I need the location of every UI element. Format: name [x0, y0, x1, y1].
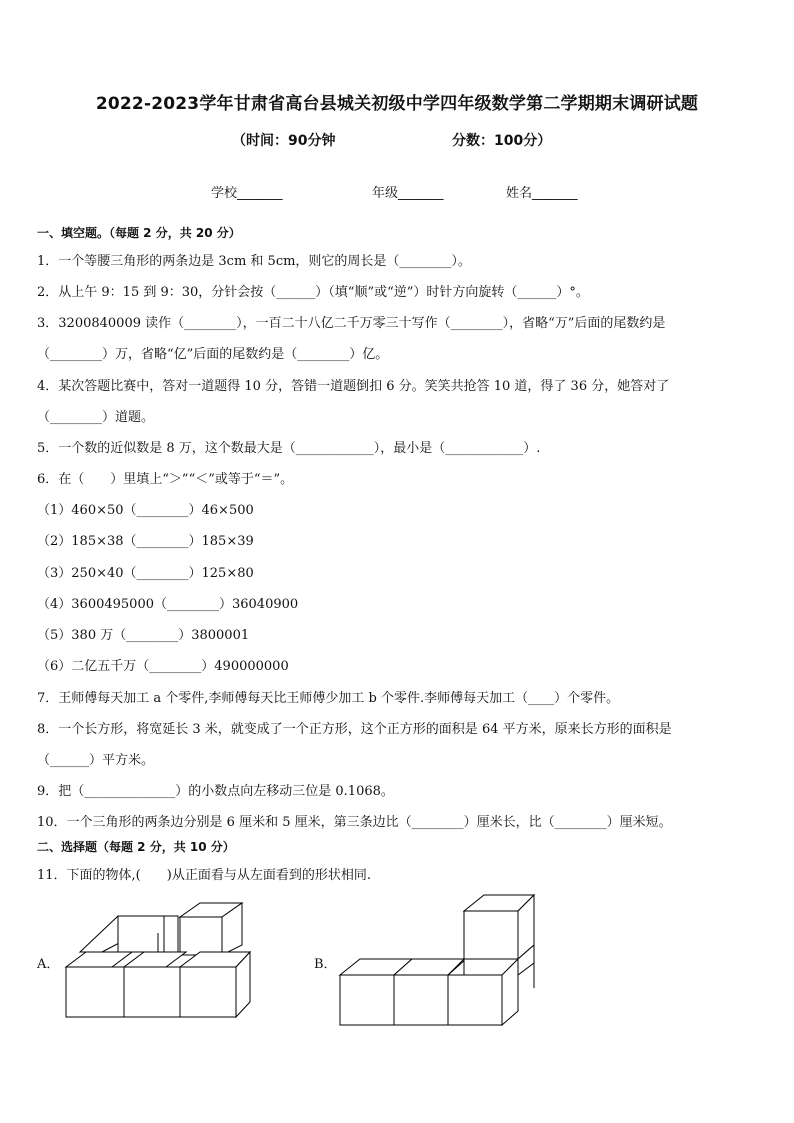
question-line: 4．某次答题比赛中，答对一道题得 10 分，答错一道题倒扣 6 分。笑笑共抢答 10 道，得了 36 分，她答对了 [37, 379, 670, 394]
question-line: 7．王师傅每天加工 a 个零件,李师傅每天比王师傅少加工 b 个零件.李师傅每天加工（____）个零件。 [37, 691, 620, 706]
question-line: 10．一个三角形的两条边分别是 6 厘米和 5 厘米，第三条边比（________）厘米长，比（________）厘米短。 [37, 815, 672, 830]
name-field: 姓名_______ [506, 186, 578, 201]
question-line: 8．一个长方形，将宽延长 3 米，就变成了一个正方形，这个正方形的面积是 64 平方米，原来长方形的面积是 [37, 722, 672, 737]
question-line: （________）道题。 [37, 410, 155, 425]
compare-item: （4）3600495000（________）36040900 [37, 597, 299, 612]
compare-item: （1）460×50（________）46×500 [37, 503, 254, 518]
question-line: 2．从上午 9：15 到 9：30，分针会按（______）（填“顺”或“逆”）时针方向旋转（______）°。 [37, 285, 589, 300]
school-field: 学校_______ [211, 186, 283, 201]
section-heading-fill-blank: 一、填空题。（每题 2 分，共 20 分） [37, 226, 241, 240]
cube-figure-b [338, 893, 542, 1028]
section-heading-choice: 二、选择题（每题 2 分，共 10 分） [37, 840, 235, 854]
exam-score: 分数：100分） [452, 133, 552, 149]
compare-item: （6）二亿五千万（________）490000000 [37, 659, 289, 674]
question-line: （______）平方米。 [37, 753, 155, 768]
question-line: 6．在（ ）里填上“＞”“＜”或等于“＝”。 [37, 472, 294, 487]
compare-item: （5）380 万（________）3800001 [37, 628, 250, 643]
question-line: 9．把（______________）的小数点向左移动三位是 0.1068。 [37, 784, 394, 799]
question-line: 5．一个数的近似数是 8 万，这个数最大是（____________），最小是（____________）. [37, 441, 541, 456]
grade-field: 年级_______ [372, 186, 444, 201]
exam-time: （时间：90分钟 [232, 133, 336, 149]
exam-title: 2022-2023学年甘肃省高台县城关初级中学四年级数学第二学期期末调研试题 [95, 94, 699, 114]
question-line: 3．3200840009 读作（________），一百二十八亿二千万零三十写作（________），省略“万”后面的尾数约是 [37, 316, 666, 331]
cube-figure-a [60, 895, 260, 1030]
compare-item: （3）250×40（________）125×80 [37, 566, 254, 581]
compare-item: （2）185×38（________）185×39 [37, 534, 254, 549]
question-line: （________）万，省略“亿”后面的尾数约是（________）亿。 [37, 347, 389, 362]
question-line: 1．一个等腰三角形的两条边是 3cm 和 5cm，则它的周长是（________）。 [37, 254, 471, 269]
option-b-label: B． [314, 957, 337, 972]
question-line: 11．下面的物体,( )从正面看与从左面看到的形状相同. [37, 868, 371, 883]
option-a-label: A． [37, 957, 60, 972]
